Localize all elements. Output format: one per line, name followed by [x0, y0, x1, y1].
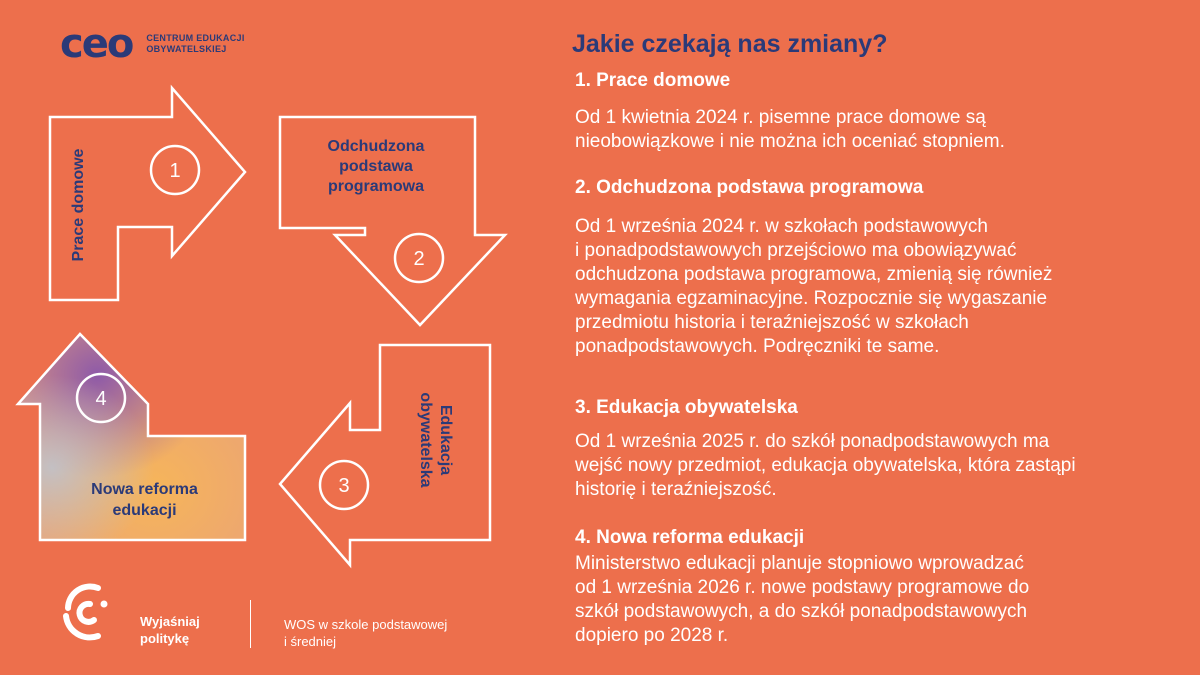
logo-subtitle-line2: OBYWATELSKIEJ — [146, 44, 227, 54]
section-2-line: i ponadpodstawowych przejściowo ma obowiązywać — [575, 240, 1017, 261]
step-3-label — [415, 380, 455, 500]
section-3-title: 3. Edukacja obywatelska — [575, 397, 798, 418]
section-4-line: od 1 września 2026 r. nowe podstawy programowe do — [575, 577, 1030, 598]
section-4-line: szkół podstawowych, a do szkół ponadpodstawowych — [575, 601, 1028, 622]
step-1-label-text: Prace domowe — [70, 148, 87, 262]
step-3-label-line1: Edukacja — [437, 404, 454, 476]
step-2-label-line3: programowa — [327, 178, 424, 195]
section-3-line: wejść nowy przedmiot, edukacja obywatelska, która zastąpi — [575, 455, 1076, 476]
step-4-label — [62, 479, 227, 521]
section-2-line: odchudzona podstawa programowa, zmienią się również — [575, 264, 1053, 285]
section-3-line: Od 1 września 2025 r. do szkół ponadpodstawowych ma — [575, 431, 1050, 452]
page-title: Jakie czekają nas zmiany? — [572, 30, 888, 58]
step-2-label-line1: Odchudzona — [327, 138, 425, 155]
step-1-label — [70, 120, 88, 290]
footer-note-line2: i średniej — [284, 634, 337, 649]
step-2-number: 2 — [413, 248, 425, 270]
section-2-line: wymagania egzaminacyjne. Rozpocznie się wygaszanie — [575, 288, 1048, 309]
section-1-line: nieobowiązkowe i nie można ich oceniać stopniem. — [575, 131, 1005, 152]
section-2-line: przedmiotu historia i teraźniejszość w szkołach — [575, 312, 969, 333]
section-1-body — [575, 106, 1175, 154]
section-4-line: Ministerstwo edukacji planuje stopniowo wprowadzać — [575, 553, 1024, 574]
section-4-line: dopiero po 2028 r. — [575, 625, 729, 646]
step-3-number: 3 — [338, 475, 350, 497]
section-2-body — [575, 215, 1175, 359]
wyjasniaj-polityke-logo-icon — [60, 582, 120, 642]
section-4-title: 4. Nowa reforma edukacji — [575, 527, 805, 548]
step-3-label-line2: obywatelska — [417, 392, 434, 488]
step-1-number: 1 — [169, 160, 181, 182]
step-2-label-line2: podstawa — [339, 158, 413, 175]
footer-divider — [250, 600, 251, 648]
footer-note — [284, 616, 447, 650]
logo-subtitle-line1: CENTRUM EDUKACJI — [146, 33, 245, 43]
section-4-body — [575, 552, 1175, 648]
section-1-line: Od 1 kwietnia 2024 r. pisemne prace domowe są — [575, 107, 986, 128]
section-2-line: Od 1 września 2024 r. w szkołach podstawowych — [575, 216, 988, 237]
step-4-label-line1: Nowa reforma — [91, 481, 198, 498]
step-4-number: 4 — [95, 388, 107, 410]
section-2-line: ponadpodstawowych. Podręczniki te same. — [575, 336, 940, 357]
section-3-line: historię i teraźniejszość. — [575, 479, 777, 500]
logo-wordmark: ceo — [60, 21, 133, 67]
footer-brand — [140, 613, 200, 647]
step-2-label — [296, 137, 456, 197]
arrow-step-3 — [280, 345, 490, 565]
footer-note-line1: WOS w szkole podstawowej — [284, 617, 448, 632]
section-3-body — [575, 430, 1175, 502]
footer-brand-line2: politykę — [140, 631, 190, 646]
step-4-label-line2: edukacji — [112, 502, 177, 519]
section-2-title: 2. Odchudzona podstawa programowa — [575, 177, 924, 198]
footer-brand-line1: Wyjaśniaj — [140, 614, 200, 629]
section-1-title: 1. Prace domowe — [575, 70, 731, 91]
